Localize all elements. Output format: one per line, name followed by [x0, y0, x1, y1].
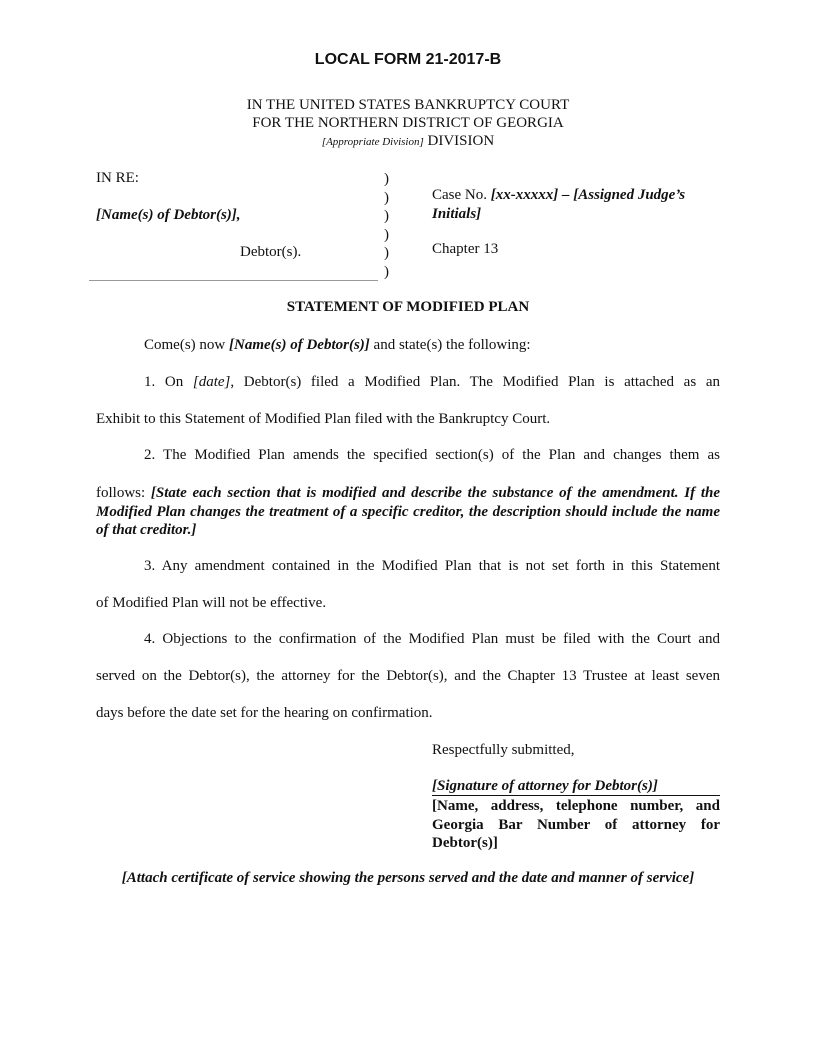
paragraph-4-line-1: 4. Objections to the confirmation of the Modified Plan must be filed with the Court and: [144, 631, 720, 647]
p2-follows: follows:: [96, 485, 151, 501]
statement-title: STATEMENT OF MODIFIED PLAN: [286, 299, 530, 315]
chapter-label: Chapter 13: [432, 241, 499, 257]
paragraph-2-instruction: [96, 484, 720, 540]
p2-instruction: [State each section that is modified and describe the substance of the amendment. If the Modified Plan changes the treatment of a specific creditor, the description should include the name of that creditor.]: [96, 485, 720, 538]
debtor-label: Debtor(s).: [240, 244, 302, 260]
paragraph-4-line-3: days before the date set for the hearing on confirmation.: [96, 705, 433, 721]
paragraph-3-line-1: 3. Any amendment contained in the Modified Plan that is not set forth in this Statement: [144, 558, 720, 574]
case-no-label: Case No.: [432, 187, 491, 203]
division-line: [0, 132, 816, 151]
case-number: [432, 186, 732, 223]
paren: ): [384, 189, 389, 206]
closing-text: Respectfully submitted,: [432, 742, 575, 758]
attach-certificate-note: [Attach certificate of service showing the persons served and the date and manner of service]: [121, 870, 695, 886]
caption-divider: [89, 280, 378, 281]
intro-pre: Come(s) now: [144, 337, 229, 353]
paren: ): [384, 208, 389, 224]
paragraph-1-line-1: [144, 374, 720, 391]
paragraph-3-line-2: of Modified Plan will not be effective.: [96, 595, 327, 611]
court-heading: [0, 96, 816, 151]
paragraph-1-line-2: Exhibit to this Statement of Modified Plan filed with the Bankruptcy Court.: [96, 411, 551, 427]
caption-parentheses: [384, 170, 394, 281]
attorney-block: [Name, address, telephone number, and Georgia Bar Number of attorney for Debtor(s)]: [432, 798, 720, 851]
signature-line: [Signature of attorney for Debtor(s)]: [432, 778, 720, 796]
paren: ): [384, 226, 389, 243]
court-line-2: FOR THE NORTHERN DISTRICT OF GEORGIA: [252, 115, 564, 131]
intro-post: and state(s) the following:: [369, 337, 531, 353]
division-word: DIVISION: [423, 133, 495, 149]
p1-num: 1. On: [144, 374, 193, 390]
in-re-label: IN RE:: [96, 170, 139, 186]
paragraph-4-line-2: served on the Debtor(s), the attorney for the Debtor(s), and the Chapter 13 Trustee at least seven: [96, 668, 720, 684]
paragraph-2-line-1: 2. The Modified Plan amends the specified section(s) of the Plan and changes them as: [144, 447, 720, 463]
p1-date: [date]: [192, 374, 231, 390]
debtor-name-placeholder: [Name(s) of Debtor(s)],: [96, 207, 241, 223]
paren: ): [384, 171, 389, 187]
division-placeholder: [Appropriate Division]: [321, 136, 424, 148]
case-no-placeholder: [xx-xxxxx] – [Assigned Judge’s: [490, 187, 686, 203]
paren: ): [384, 245, 389, 261]
court-line-1: IN THE UNITED STATES BANKRUPTCY COURT: [246, 97, 570, 113]
intro-line: [144, 337, 720, 354]
form-title: LOCAL FORM 21-2017-B: [314, 51, 502, 68]
case-no-placeholder-cont: Initials]: [432, 205, 482, 222]
p1-rest: , Debtor(s) filed a Modified Plan. The Modified Plan is attached as an: [230, 374, 720, 390]
paren: ): [384, 263, 389, 280]
intro-name: [Name(s) of Debtor(s)]: [229, 337, 370, 353]
